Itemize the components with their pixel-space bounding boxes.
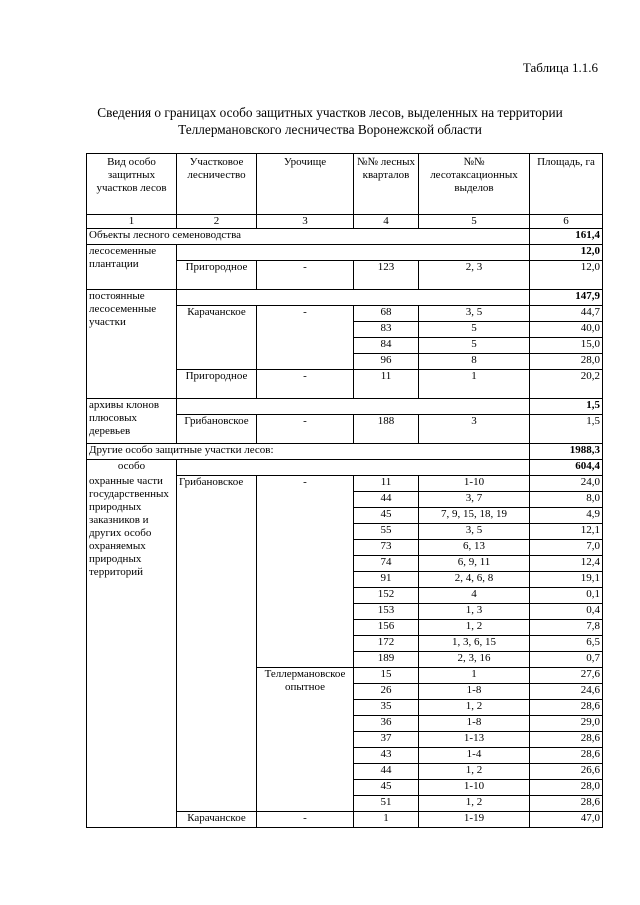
quarter-cell: 55 [354,524,419,540]
column-numbers-row [87,215,603,229]
group-label-rest: охранные части государственных природных заказников и других особо охраняемых природных территорий [89,475,169,578]
area-cell: 12,0 [530,261,603,290]
area-cell: 20,2 [530,370,603,399]
plot-cell: 3, 5 [419,306,530,322]
col-number: 1 [87,215,177,229]
group-row [87,460,603,476]
tract-cell: Теллермановское опытное [257,668,354,812]
plot-cell: 6, 9, 11 [419,556,530,572]
quarter-cell: 45 [354,508,419,524]
area-cell: 24,6 [530,684,603,700]
header-kind: Вид особо защитных участков лесов [87,154,177,215]
group-row [87,290,603,306]
area-cell: 40,0 [530,322,603,338]
quarter-cell: 15 [354,668,419,684]
header-quarters: №№ лесных кварталов [354,154,419,215]
tract-cell: - [257,261,354,290]
quarter-cell: 84 [354,338,419,354]
tract-cell: - [257,415,354,444]
plot-cell: 1-19 [419,812,530,828]
plot-cell: 3, 5 [419,524,530,540]
plot-cell: 7, 9, 15, 18, 19 [419,508,530,524]
quarter-cell: 45 [354,780,419,796]
forestry-cell: Карачанское [177,812,257,828]
plot-cell: 1, 2 [419,700,530,716]
group-label-first-line: особо [117,460,146,472]
plot-cell: 2, 3, 16 [419,652,530,668]
area-cell: 44,7 [530,306,603,322]
quarter-cell: 1 [354,812,419,828]
section-row [87,229,603,245]
header-tract: Урочище [257,154,354,215]
area-cell: 29,0 [530,716,603,732]
quarter-cell: 153 [354,604,419,620]
quarter-cell: 44 [354,764,419,780]
plot-cell: 5 [419,322,530,338]
quarter-cell: 189 [354,652,419,668]
group-row [87,245,603,261]
group-total: 12,0 [530,245,603,261]
section-label: Объекты лесного семеноводства [87,229,530,245]
table-caption: Таблица 1.1.6 [522,60,598,75]
plot-cell: 1, 2 [419,764,530,780]
empty-cell [177,460,530,476]
plot-cell: 1, 3, 6, 15 [419,636,530,652]
group-label: архивы клонов плюсовых деревьев [87,399,177,444]
tract-cell: - [257,370,354,399]
header-plots: №№ лесотаксационных выделов [419,154,530,215]
col-number: 5 [419,215,530,229]
plot-cell: 4 [419,588,530,604]
quarter-cell: 91 [354,572,419,588]
quarter-cell: 35 [354,700,419,716]
quarter-cell: 43 [354,748,419,764]
plot-cell: 1-8 [419,684,530,700]
plot-cell: 1 [419,370,530,399]
quarter-cell: 123 [354,261,419,290]
area-cell: 24,0 [530,476,603,492]
forestry-cell: Пригородное [177,261,257,290]
area-cell: 6,5 [530,636,603,652]
quarter-cell: 73 [354,540,419,556]
header-row [87,154,603,215]
plot-cell: 5 [419,338,530,354]
header-area: Площадь, га [530,154,603,215]
forestry-cell: Пригородное [177,370,257,399]
col-number: 4 [354,215,419,229]
section-label: Другие особо защитные участки лесов: [87,444,530,460]
plot-cell: 2, 3 [419,261,530,290]
area-cell: 19,1 [530,572,603,588]
group-total: 147,9 [530,290,603,306]
forestry-cell: Грибановское [177,415,257,444]
area-cell: 12,1 [530,524,603,540]
group-row [87,399,603,415]
group-total: 1,5 [530,399,603,415]
quarter-cell: 44 [354,492,419,508]
section-row [87,444,603,460]
area-cell: 0,4 [530,604,603,620]
plot-cell: 2, 4, 6, 8 [419,572,530,588]
empty-cell [177,245,530,261]
quarter-cell: 152 [354,588,419,604]
forestry-cell: Грибановское [177,476,257,812]
area-cell: 28,6 [530,796,603,812]
area-cell: 27,6 [530,668,603,684]
quarter-cell: 156 [354,620,419,636]
quarter-cell: 68 [354,306,419,322]
col-number: 6 [530,215,603,229]
col-number: 2 [177,215,257,229]
forestry-cell: Карачанское [177,306,257,370]
plot-cell: 1 [419,668,530,684]
quarter-cell: 11 [354,370,419,399]
group-label: постоянные лесосеменные участки [87,290,177,399]
group-total: 604,4 [530,460,603,476]
plot-cell: 3 [419,415,530,444]
area-cell: 28,6 [530,748,603,764]
tract-cell: - [257,306,354,370]
area-cell: 15,0 [530,338,603,354]
plot-cell: 6, 13 [419,540,530,556]
quarter-cell: 188 [354,415,419,444]
area-cell: 0,1 [530,588,603,604]
plot-cell: 1, 2 [419,796,530,812]
area-cell: 28,0 [530,780,603,796]
area-cell: 26,6 [530,764,603,780]
header-forestry: Участковое лесничество [177,154,257,215]
table-title: Сведения о границах особо защитных участков лесов, выделенных на территории Теллермановского лесничества Воронежской области [97,105,563,137]
quarter-cell: 51 [354,796,419,812]
empty-cell [177,399,530,415]
plot-cell: 8 [419,354,530,370]
tract-cell: - [257,476,354,668]
plot-cell: 1-8 [419,716,530,732]
group-label [87,460,177,828]
area-cell: 8,0 [530,492,603,508]
plot-cell: 1-13 [419,732,530,748]
empty-cell [177,290,530,306]
area-cell: 12,4 [530,556,603,572]
table-body [87,229,603,828]
section-total: 161,4 [530,229,603,245]
section-total: 1988,3 [530,444,603,460]
area-cell: 47,0 [530,812,603,828]
quarter-cell: 96 [354,354,419,370]
quarter-cell: 37 [354,732,419,748]
area-cell: 7,8 [530,620,603,636]
area-cell: 7,0 [530,540,603,556]
plot-cell: 1, 3 [419,604,530,620]
plot-cell: 1-10 [419,780,530,796]
plot-cell: 1-4 [419,748,530,764]
plot-cell: 3, 7 [419,492,530,508]
group-label: лесосеменные плантации [87,245,177,290]
area-cell: 1,5 [530,415,603,444]
area-cell: 0,7 [530,652,603,668]
col-number: 3 [257,215,354,229]
plot-cell: 1-10 [419,476,530,492]
area-cell: 28,6 [530,732,603,748]
quarter-cell: 83 [354,322,419,338]
plot-cell: 1, 2 [419,620,530,636]
quarter-cell: 172 [354,636,419,652]
quarter-cell: 74 [354,556,419,572]
area-cell: 28,0 [530,354,603,370]
quarter-cell: 26 [354,684,419,700]
tract-cell: - [257,812,354,828]
area-cell: 28,6 [530,700,603,716]
area-cell: 4,9 [530,508,603,524]
boundaries-table [86,153,603,828]
quarter-cell: 11 [354,476,419,492]
quarter-cell: 36 [354,716,419,732]
